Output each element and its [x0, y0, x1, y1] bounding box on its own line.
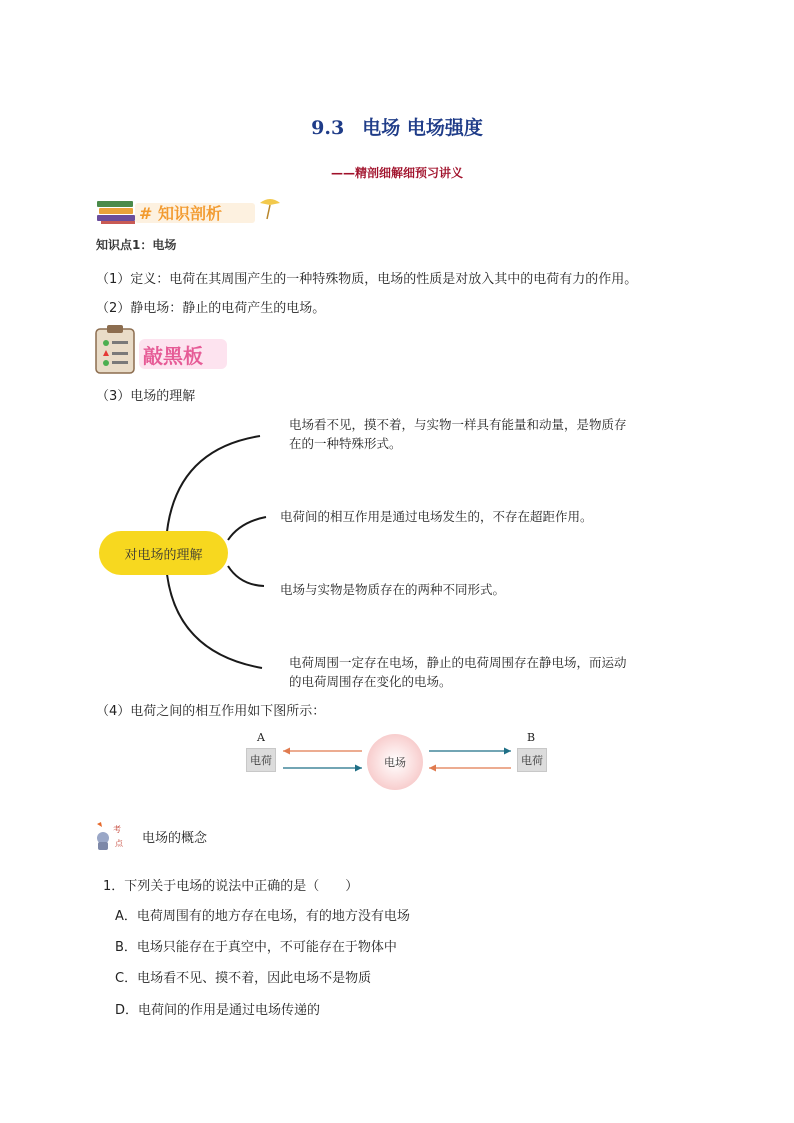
branch-4-line-2: 的电荷周围存在变化的电场。: [289, 674, 452, 689]
label-a: A: [257, 731, 265, 744]
interaction-heading: （4）电荷之间的相互作用如下图所示：: [96, 704, 326, 719]
svg-text:点: 点: [115, 839, 123, 848]
svg-text:考: 考: [113, 825, 121, 834]
exam-point-icon: [93, 818, 133, 854]
knowledge-point-title: 知识点1：电场: [96, 238, 177, 252]
banner-text: # 知识剖析: [139, 204, 222, 223]
blackboard-text: 敲黑板: [143, 344, 203, 368]
section-title: 电场 电场强度: [362, 117, 483, 139]
label-b: B: [527, 731, 536, 744]
branch-4-line-1: 电荷周围一定存在电场，静止的电荷周围存在静电场，而运动: [289, 655, 627, 670]
understanding-heading: （3）电场的理解: [96, 389, 196, 404]
field-circle: 电场: [367, 734, 423, 790]
branch-1-line-2: 在的一种特殊形式。: [289, 436, 402, 451]
page-subtitle: ——精剖细解细预习讲义: [330, 166, 463, 180]
charge-b-box: 电荷: [517, 748, 547, 772]
question-stem: 1．下列关于电场的说法中正确的是（ ）: [103, 879, 359, 894]
concept-label: 电场的概念: [142, 831, 208, 846]
mind-map-center: 对电场的理解: [99, 531, 228, 575]
option-a: A．电荷周围有的地方存在电场，有的地方没有电场: [115, 909, 410, 924]
branch-text-2: 电荷间的相互作用是通过电场发生的，不存在超距作用。: [280, 509, 593, 524]
definition-line: （1）定义：电荷在其周围产生的一种特殊物质，电场的性质是对放入其中的电荷有力的作用。: [96, 272, 638, 287]
section-number: 9.3: [311, 117, 345, 139]
branch-text-3: 电场与实物是物质存在的两种不同形式。: [280, 582, 506, 597]
branch-1-line-1: 电场看不见，摸不着，与实物一样具有能量和动量，是物质存: [289, 417, 627, 432]
charge-a-box: 电荷: [246, 748, 276, 772]
static-field-line: （2）静电场：静止的电荷产生的电场。: [96, 301, 326, 316]
option-b: B．电场只能存在于真空中，不可能存在于物体中: [115, 940, 397, 955]
option-d: D．电荷间的作用是通过电场传递的: [115, 1003, 321, 1018]
option-c: C．电场看不见、摸不着，因此电场不是物质: [115, 971, 372, 986]
